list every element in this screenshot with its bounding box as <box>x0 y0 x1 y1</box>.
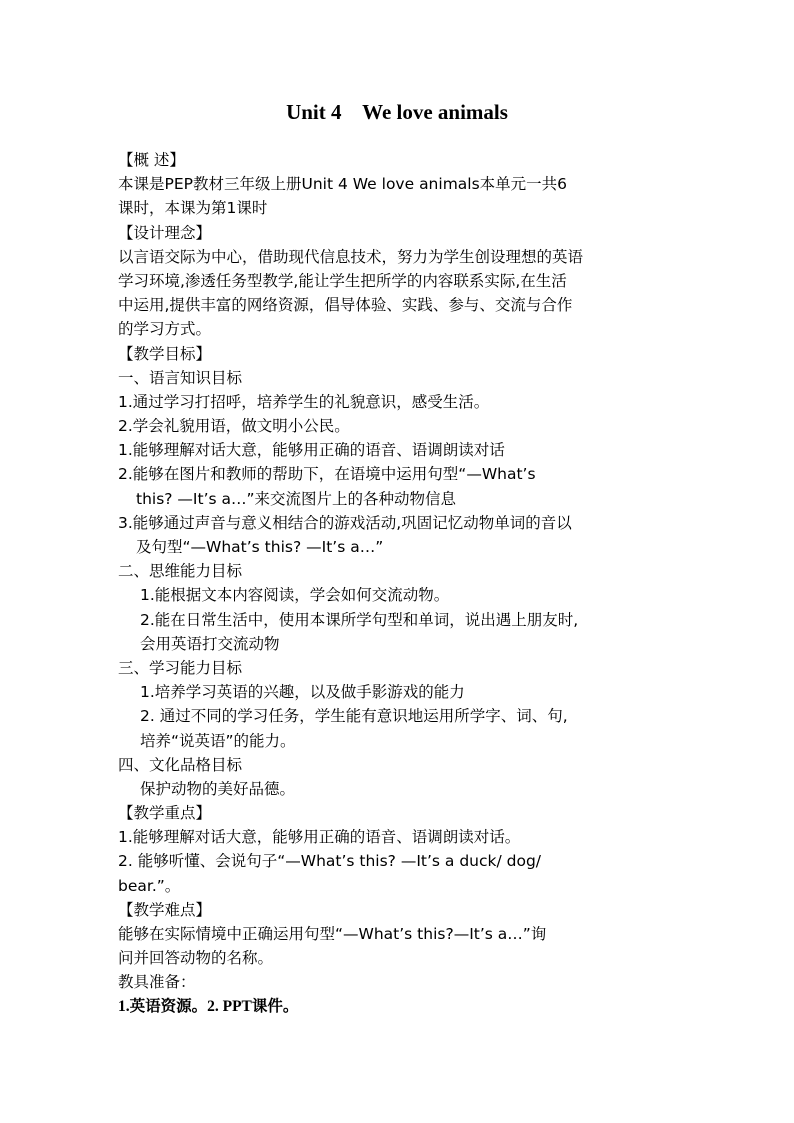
goal-item-continuation: 及句型“—What’s this? —It’s a…” <box>136 538 384 556</box>
goal-item: 2. 通过不同的学习任务，学生能有意识地运用所学字、词、句, <box>140 707 568 726</box>
teaching-aids-list: 1.英语资源。2. PPT课件。 <box>118 997 299 1015</box>
difficulty-line: 问并回答动物的名称。 <box>118 949 274 968</box>
goal-item-continuation: 培养“说英语”的能力。 <box>140 731 296 750</box>
subheading-cultural-character: 四、文化品格目标 <box>118 755 243 774</box>
overview-line: 本课是PEP教材三年级上册Unit 4 We love animals本单元一共6 <box>118 175 568 194</box>
subheading-language-knowledge: 一、语言知识目标 <box>118 368 243 387</box>
design-concept-line: 以言语交际为中心，借助现代信息技术，努力为学生创设理想的英语 <box>118 247 584 266</box>
lesson-plan-body <box>118 148 684 1019</box>
section-heading-teaching-goals: 【教学目标】 <box>118 344 212 363</box>
goal-item: 保护动物的美好品德。 <box>140 779 296 798</box>
page-title: Unit 4 We love animals <box>286 100 508 124</box>
goal-item: 1.能够理解对话大意，能够用正确的语音、语调朗读对话 <box>118 441 505 460</box>
goal-item-continuation: this? —It’s a…”来交流图片上的各种动物信息 <box>136 489 457 508</box>
overview-line: 课时，本课为第1课时 <box>118 199 268 218</box>
subheading-learning-ability: 三、学习能力目标 <box>118 658 243 677</box>
key-point-item: 2. 能够听懂、会说句子“—What’s this? —It’s a duck/ dog/ <box>118 852 542 871</box>
goal-item-continuation: 会用英语打交流动物 <box>140 634 280 653</box>
goal-item: 2.学会礼貌用语，做文明小公民。 <box>118 417 350 436</box>
teaching-aids-heading: 教具准备： <box>118 973 196 992</box>
section-heading-difficulties: 【教学难点】 <box>118 900 212 919</box>
key-point-item: 1.能够理解对话大意，能够用正确的语音、语调朗读对话。 <box>118 828 521 847</box>
subheading-thinking-ability: 二、思维能力目标 <box>118 562 243 581</box>
design-concept-line: 的学习方式。 <box>118 320 212 339</box>
section-heading-overview: 【概 述】 <box>118 151 185 169</box>
goal-item: 2.能够在图片和教师的帮助下，在语境中运用句型“—What’s <box>118 465 536 484</box>
goal-item: 3.能够通过声音与意义相结合的游戏活动,巩固记忆动物单词的音以 <box>118 513 572 532</box>
design-concept-line: 学习环境,渗透任务型教学,能让学生把所学的内容联系实际,在生活 <box>118 271 567 290</box>
goal-item: 1.通过学习打招呼，培养学生的礼貌意识，感受生活。 <box>118 392 490 411</box>
difficulty-line: 能够在实际情境中正确运用句型“—What’s this?—It’s a…”询 <box>118 925 547 943</box>
goal-item: 1.培养学习英语的兴趣，以及做手影游戏的能力 <box>140 683 465 702</box>
key-point-item-continuation: bear.”。 <box>118 876 181 895</box>
section-heading-design-concept: 【设计理念】 <box>118 223 212 242</box>
goal-item: 1.能根据文本内容阅读，学会如何交流动物。 <box>140 586 450 605</box>
design-concept-line: 中运用,提供丰富的网络资源，倡导体验、实践、参与、交流与合作 <box>118 296 573 315</box>
section-heading-key-points: 【教学重点】 <box>118 804 212 823</box>
goal-item: 2.能在日常生活中，使用本课所学句型和单词，说出遇上朋友时, <box>140 610 579 629</box>
